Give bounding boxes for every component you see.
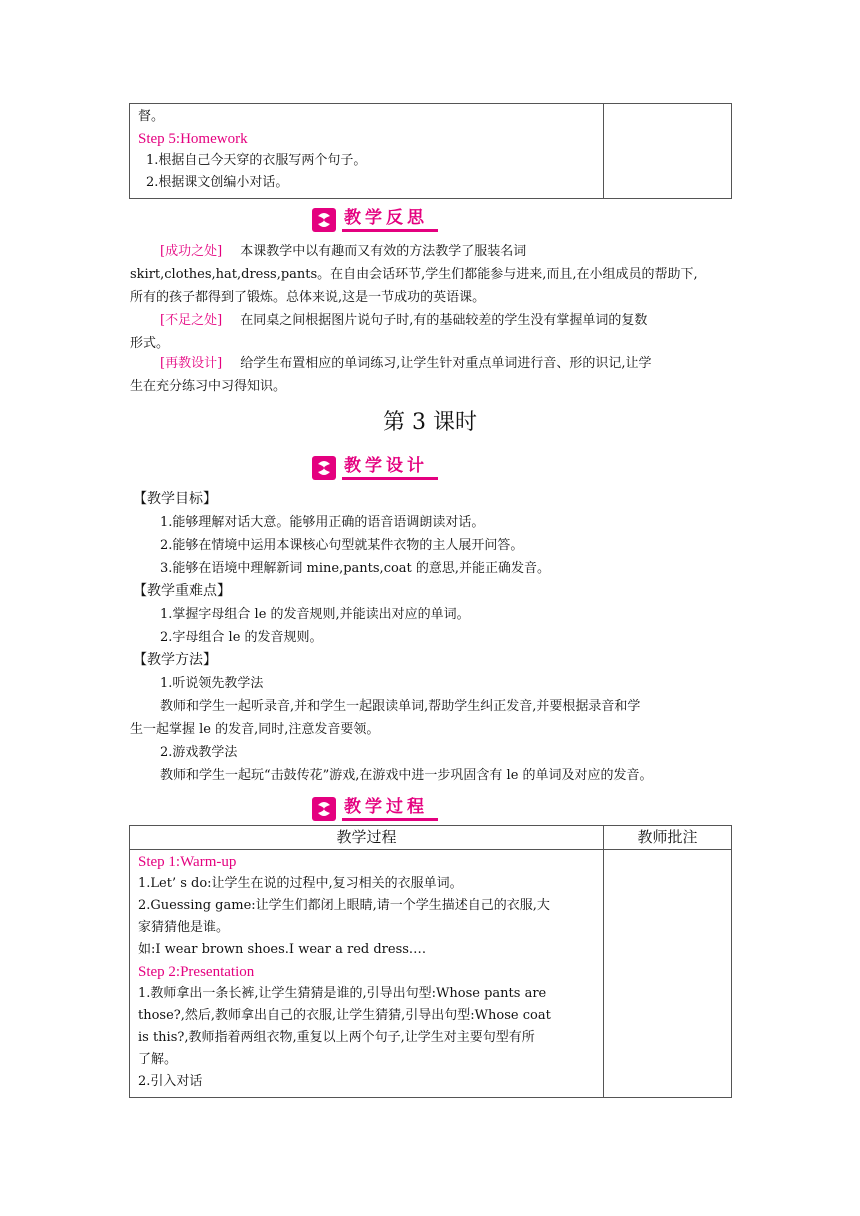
step-text: 1.Let’ s do:让学生在说的过程中,复习相关的衣服单词。 (138, 876, 463, 891)
goals-title: 【教学目标】 (133, 491, 217, 507)
paragraph-text: 本课教学中以有趣而又有效的方法教学了服装名词 (240, 244, 527, 259)
step-text: those?,然后,教师拿出自己的衣服,让学生猜猜,引导出句型:Whose coat (138, 1008, 551, 1023)
method-text: 教师和学生一起听录音,并和学生一起跟读单词,帮助学生纠正发音,并要根据录音和学 (160, 699, 641, 714)
step-text: 2.Guessing game:让学生们都闭上眼睛,请一个学生描述自己的衣服,大 (138, 898, 550, 913)
header-process: 教学过程 (130, 826, 604, 850)
paragraph-text: 在同桌之间根据图片说句子时,有的基础较差的学生没有掌握单词的复数 (240, 313, 648, 328)
step-heading: Step 2:Presentation (138, 964, 255, 980)
step-text: 家猜猜他是谁。 (138, 920, 230, 935)
success-paragraph (160, 240, 526, 263)
notes-cell (604, 104, 732, 199)
notes-cell (604, 850, 732, 1098)
goal-item: 2.能够在情境中运用本课核心句型就某件衣物的主人展开问答。 (160, 538, 524, 553)
method-item: 2.游戏教学法 (160, 745, 238, 760)
header-notes: 教师批注 (604, 826, 732, 850)
step-heading: Step 1:Warm-up (138, 854, 237, 870)
key-point-item: 1.掌握字母组合 le 的发音规则,并能读出对应的单词。 (160, 607, 470, 622)
paragraph-text: 生在充分练习中习得知识。 (130, 379, 287, 394)
homework-item: 1.根据自己今天穿的衣服写两个句子。 (146, 153, 367, 168)
step-text: 如:I wear brown shoes.I wear a red dress.… (138, 942, 427, 957)
swirl-logo-icon (312, 208, 336, 232)
paragraph-text: skirt,clothes,hat,dress,pants。在自由会话环节,学生们都能参与进来,而且,在小组成员的帮助下, (130, 267, 698, 282)
method-item: 1.听说领先教学法 (160, 676, 264, 691)
homework-table (129, 103, 732, 199)
method-text: 生一起掌握 le 的发音,同时,注意发音要领。 (130, 722, 380, 737)
paragraph-text: 所有的孩子都得到了锻炼。总体来说,这是一节成功的英语课。 (130, 290, 486, 305)
step-text: 了解。 (138, 1052, 178, 1067)
banner-label: 教学设计 (342, 455, 438, 480)
step-heading: Step 5:Homework (138, 131, 248, 147)
section-banner-process (312, 795, 438, 821)
process-cell (130, 850, 604, 1098)
weak-paragraph (160, 309, 647, 332)
step-text: is this?,教师指着两组衣物,重复以上两个句子,让学生对主要句型有所 (138, 1030, 535, 1045)
redesign-tag: [再教设计] (160, 356, 223, 371)
success-tag: [成功之处] (160, 244, 223, 259)
key-points-title: 【教学重难点】 (133, 583, 231, 599)
step-text: 1.教师拿出一条长裤,让学生猜猜是谁的,引导出句型:Whose pants are (138, 986, 547, 1001)
swirl-logo-icon (312, 456, 336, 480)
paragraph-text: 给学生布置相应的单词练习,让学生针对重点单词进行音、形的识记,让学 (240, 356, 652, 371)
key-point-item: 2.字母组合 le 的发音规则。 (160, 630, 323, 645)
method-text: 教师和学生一起玩“击鼓传花”游戏,在游戏中进一步巩固含有 le 的单词及对应的发音。 (160, 768, 653, 783)
methods-title: 【教学方法】 (133, 652, 217, 668)
lesson-title: 第 3 课时 (383, 410, 477, 435)
redesign-paragraph (160, 352, 652, 375)
goal-item: 3.能够在语境中理解新词 mine,pants,coat 的意思,并能正确发音。 (160, 561, 551, 576)
homework-item: 2.根据课文创编小对话。 (146, 175, 289, 190)
goal-item: 1.能够理解对话大意。能够用正确的语音语调朗读对话。 (160, 515, 485, 530)
text-line: 督。 (138, 109, 165, 124)
section-banner-design (312, 454, 438, 480)
homework-cell (130, 104, 604, 199)
weak-tag: [不足之处] (160, 313, 223, 328)
banner-label: 教学反思 (342, 207, 438, 232)
banner-label: 教学过程 (342, 796, 438, 821)
step-text: 2.引入对话 (138, 1074, 203, 1089)
process-table (129, 825, 732, 1098)
paragraph-text: 形式。 (130, 336, 170, 351)
swirl-logo-icon (312, 797, 336, 821)
section-banner-reflection (312, 206, 438, 232)
